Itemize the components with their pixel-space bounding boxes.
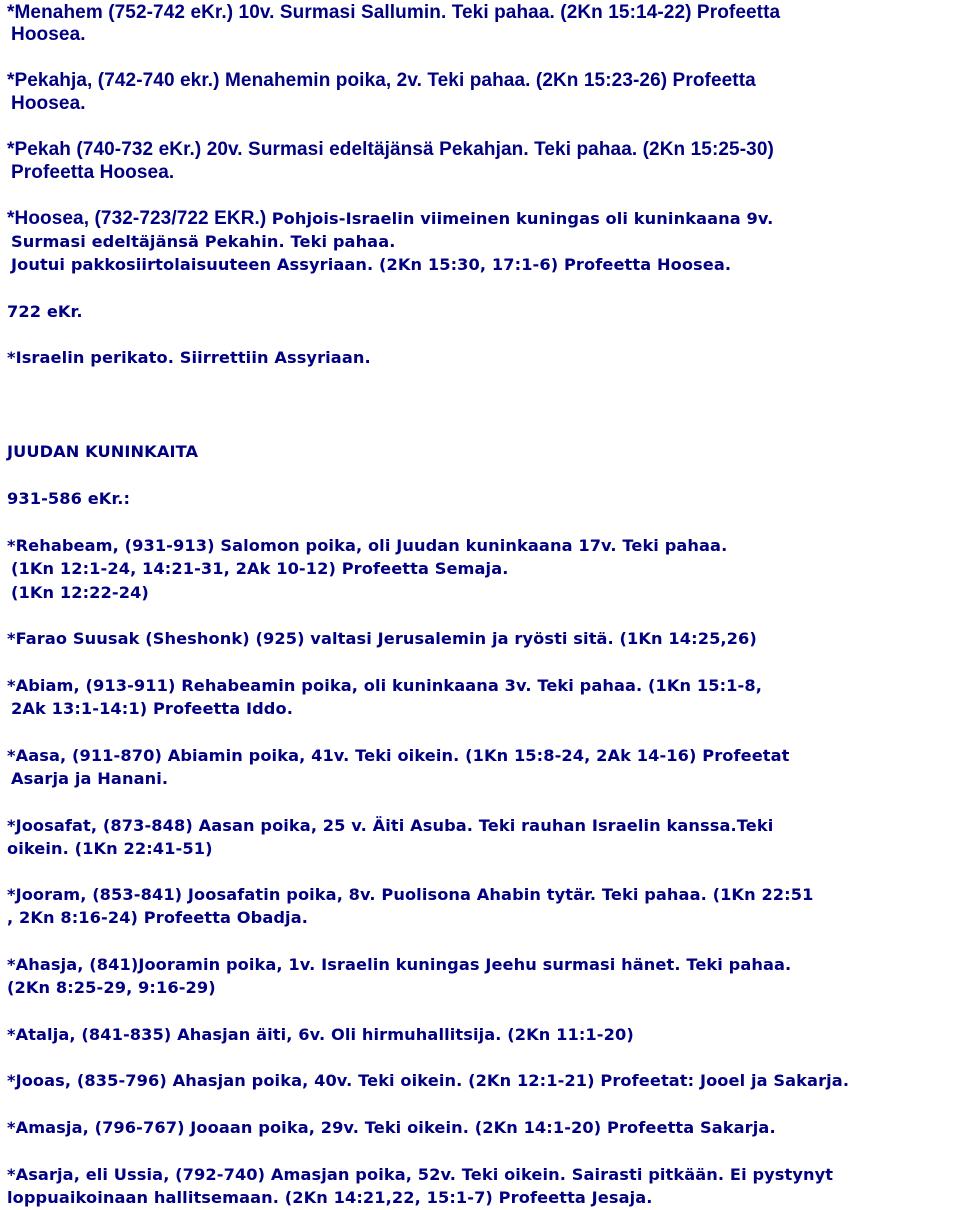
joosafat-entry-line-2: oikein. (1Kn 22:41-51) — [7, 839, 213, 858]
year-722: 722 eKr. — [7, 302, 83, 321]
aasa-entry-line-2: Asarja ja Hanani. — [11, 769, 169, 788]
menahem-entry-line-1: *Menahem (752-742 eKr.) 10v. Surmasi Sallumin. Teki pahaa. (2Kn 15:14-22) Profeetta — [7, 2, 781, 23]
judah-heading: JUUDAN KUNINKAITA — [7, 442, 199, 461]
israel-fall: *Israelin perikato. Siirrettiin Assyriaan. — [7, 348, 371, 367]
jooram-entry-line-2: , 2Kn 8:16-24) Profeetta Obadja. — [7, 908, 308, 927]
rehabeam-entry-line-1: *Rehabeam, (931-913) Salomon poika, oli Juudan kuninkaana 17v. Teki pahaa. — [7, 536, 728, 555]
hoosea-entry-name: *Hoosea, (732-723/722 EKR.) — [7, 208, 272, 229]
jooram-entry-line-1: *Jooram, (853-841) Joosafatin poika, 8v. Puolisona Ahabin tytär. Teki pahaa. (1Kn 22:51 — [7, 885, 814, 904]
rehabeam-entry-line-3: (1Kn 12:22-24) — [11, 583, 149, 602]
hoosea-entry-line-1 — [7, 208, 773, 231]
judah-period: 931-586 eKr.: — [7, 489, 131, 508]
hoosea-entry-description: Pohjois-Israelin viimeinen kuningas oli kuninkaana 9v. — [271, 209, 774, 228]
abiam-entry-line-2: 2Ak 13:1-14:1) Profeetta Iddo. — [11, 699, 293, 718]
menahem-entry-line-2: Hoosea. — [11, 24, 86, 45]
asarja-entry-line-2: loppuaikoinaan hallitsemaan. (2Kn 14:21,22, 15:1-7) Profeetta Jesaja. — [7, 1188, 653, 1207]
joosafat-entry-line-1: *Joosafat, (873-848) Aasan poika, 25 v. Äiti Asuba. Teki rauhan Israelin kanssa.Teki — [7, 816, 774, 835]
pekah-entry-line-2: Profeetta Hoosea. — [11, 162, 175, 183]
amasja-entry: *Amasja, (796-767) Jooaan poika, 29v. Teki oikein. (2Kn 14:1-20) Profeetta Sakarja. — [7, 1118, 776, 1137]
asarja-entry-line-1: *Asarja, eli Ussia, (792-740) Amasjan poika, 52v. Teki oikein. Sairasti pitkään. Ei pystynyt — [7, 1165, 834, 1184]
hoosea-entry-line-3: Joutui pakkosiirtolaisuuteen Assyriaan. (2Kn 15:30, 17:1-6) Profeetta Hoosea. — [11, 255, 732, 274]
aasa-entry-line-1: *Aasa, (911-870) Abiamin poika, 41v. Teki oikein. (1Kn 15:8-24, 2Ak 14-16) Profeetat — [7, 746, 790, 765]
ahasja-entry-line-2: (2Kn 8:25-29, 9:16-29) — [7, 978, 216, 997]
jooas-entry: *Jooas, (835-796) Ahasjan poika, 40v. Teki oikein. (2Kn 12:1-21) Profeetat: Jooel ja Sakarja. — [7, 1071, 850, 1090]
hoosea-entry-line-2: Surmasi edeltäjänsä Pekahin. Teki pahaa. — [11, 232, 396, 251]
rehabeam-entry-line-2: (1Kn 12:1-24, 14:21-31, 2Ak 10-12) Profeetta Semaja. — [11, 559, 509, 578]
abiam-entry-line-1: *Abiam, (913-911) Rehabeamin poika, oli kuninkaana 3v. Teki pahaa. (1Kn 15:1-8, — [7, 676, 762, 695]
pekahja-entry-line-2: Hoosea. — [11, 93, 86, 114]
ahasja-entry-line-1: *Ahasja, (841)Jooramin poika, 1v. Israelin kuningas Jeehu surmasi hänet. Teki pahaa. — [7, 955, 792, 974]
farao-entry: *Farao Suusak (Sheshonk) (925) valtasi Jerusalemin ja ryösti sitä. (1Kn 14:25,26) — [7, 629, 757, 648]
pekahja-entry-line-1: *Pekahja, (742-740 ekr.) Menahemin poika, 2v. Teki pahaa. (2Kn 15:23-26) Profeetta — [7, 70, 756, 91]
pekah-entry-line-1: *Pekah (740-732 eKr.) 20v. Surmasi edeltäjänsä Pekahjan. Teki pahaa. (2Kn 15:25-30) — [7, 139, 774, 160]
atalja-entry: *Atalja, (841-835) Ahasjan äiti, 6v. Oli hirmuhallitsija. (2Kn 11:1-20) — [7, 1025, 634, 1044]
